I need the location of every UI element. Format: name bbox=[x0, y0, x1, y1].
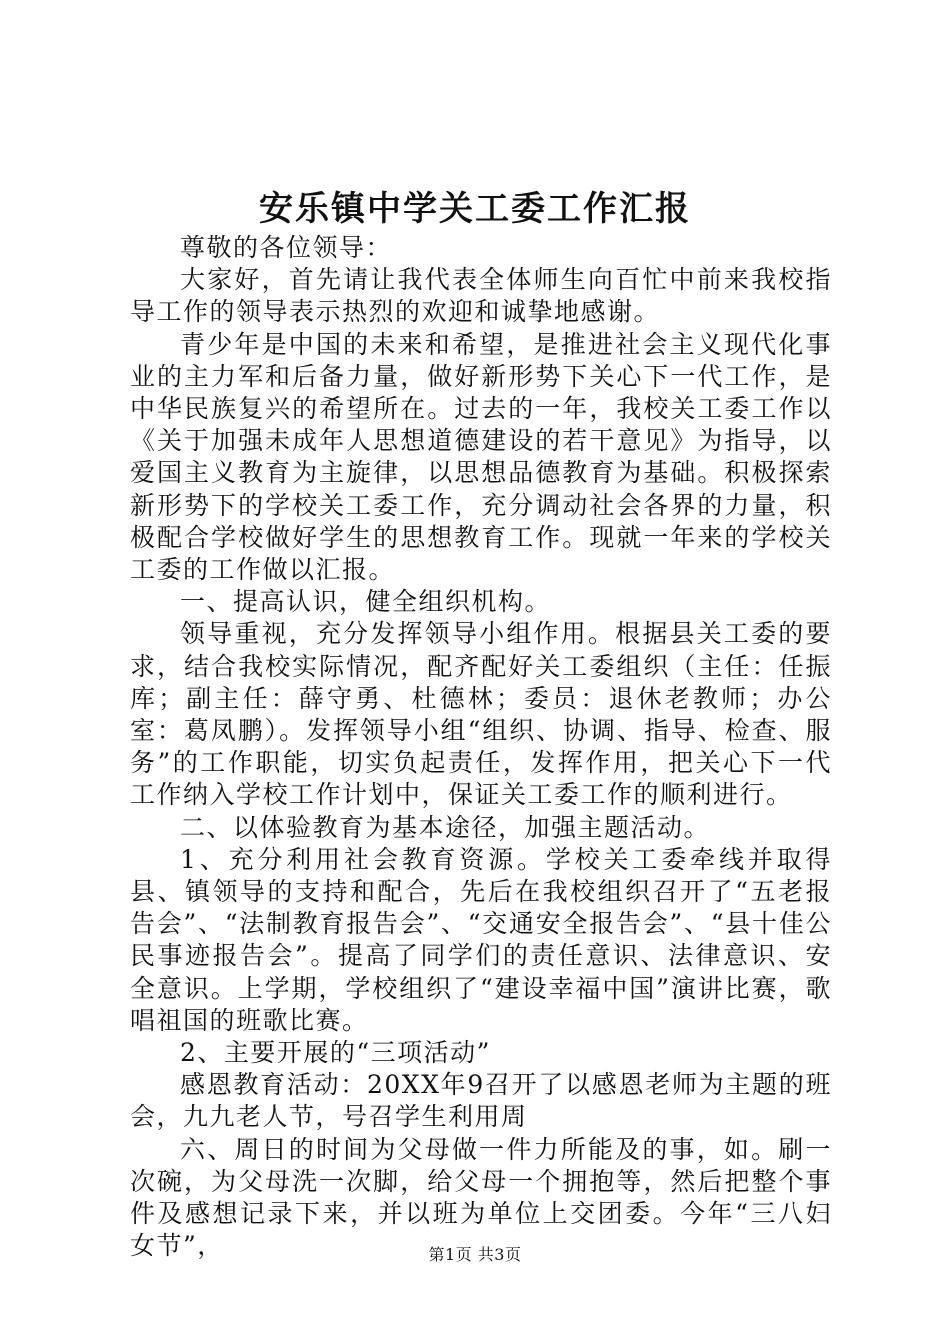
paragraph-greeting: 大家好，首先请让我代表全体师生向百忙中前来我校指导工作的领导表示热烈的欢迎和诚挚地感谢。 bbox=[130, 265, 832, 327]
paragraph-weekend: 六、周日的时间为父母做一件力所能及的事，如。刷一次碗，为父母洗一次脚，给父母一个拥抱等，然后把整个事件及感想记录下来，并以班为单位上交团委。今年“三八妇女节”， bbox=[130, 1134, 832, 1261]
page-number: 第1页 共3页 bbox=[428, 1245, 522, 1264]
document-title: 安乐镇中学关工委工作汇报 bbox=[259, 189, 691, 229]
salutation: 尊敬的各位领导： bbox=[180, 233, 393, 262]
paragraph-intro: 青少年是中国的未来和希望，是推进社会主义现代化事业的主力军和后备力量，做好新形势下关心下一代工作，是中华民族复兴的希望所在。过去的一年，我校关工委工作以《关于加强未成年人思想道德建设的若干意见》为指导，以爱国主义教育为主旋律，以思想品德教育为基础。积极探索新形势下的学校关工委工作，充分调动社会各界的力量，积极配合学校做好学生的思想教育工作。现就一年来的学校关工委的工作做以汇报。 bbox=[130, 329, 832, 585]
document-body bbox=[130, 232, 832, 1263]
paragraph-resources: 1、充分利用社会教育资源。学校关工委牵线并取得县、镇领导的支持和配合，先后在我校组织召开了“五老报告会”、“法制教育报告会”、“交通安全报告会”、“县十佳公民事迹报告会”。提高了同学们的责任意识、法律意识、安全意识。上学期，学校组织了“建设幸福中国”演讲比赛，歌唱祖国的班歌比赛。 bbox=[130, 844, 832, 1035]
section-heading-2: 二、以体验教育为基本途径，加强主题活动。 bbox=[180, 812, 711, 842]
paragraph-gratitude: 感恩教育活动：20XX年9召开了以感恩老师为主题的班会，九九老人节，号召学生利用周 bbox=[130, 1070, 832, 1132]
section-heading-1: 一、提高认识，健全组织机构。 bbox=[180, 587, 552, 617]
subheading-three-activities: 2、主要开展的“三项活动” bbox=[180, 1038, 491, 1068]
paragraph-organization: 领导重视，充分发挥领导小组作用。根据县关工委的要求，结合我校实际情况，配齐配好关工委组织（主任：任振库；副主任：薛守勇、杜德林；委员：退休老教师；办公室：葛凤鹏）。发挥领导小组“组织、协调、指导、检查、服务”的工作职能，切实负起责任，发挥作用，把关心下一代工作纳入学校工作计划中，保证关工委工作的顺利进行。 bbox=[130, 619, 832, 810]
